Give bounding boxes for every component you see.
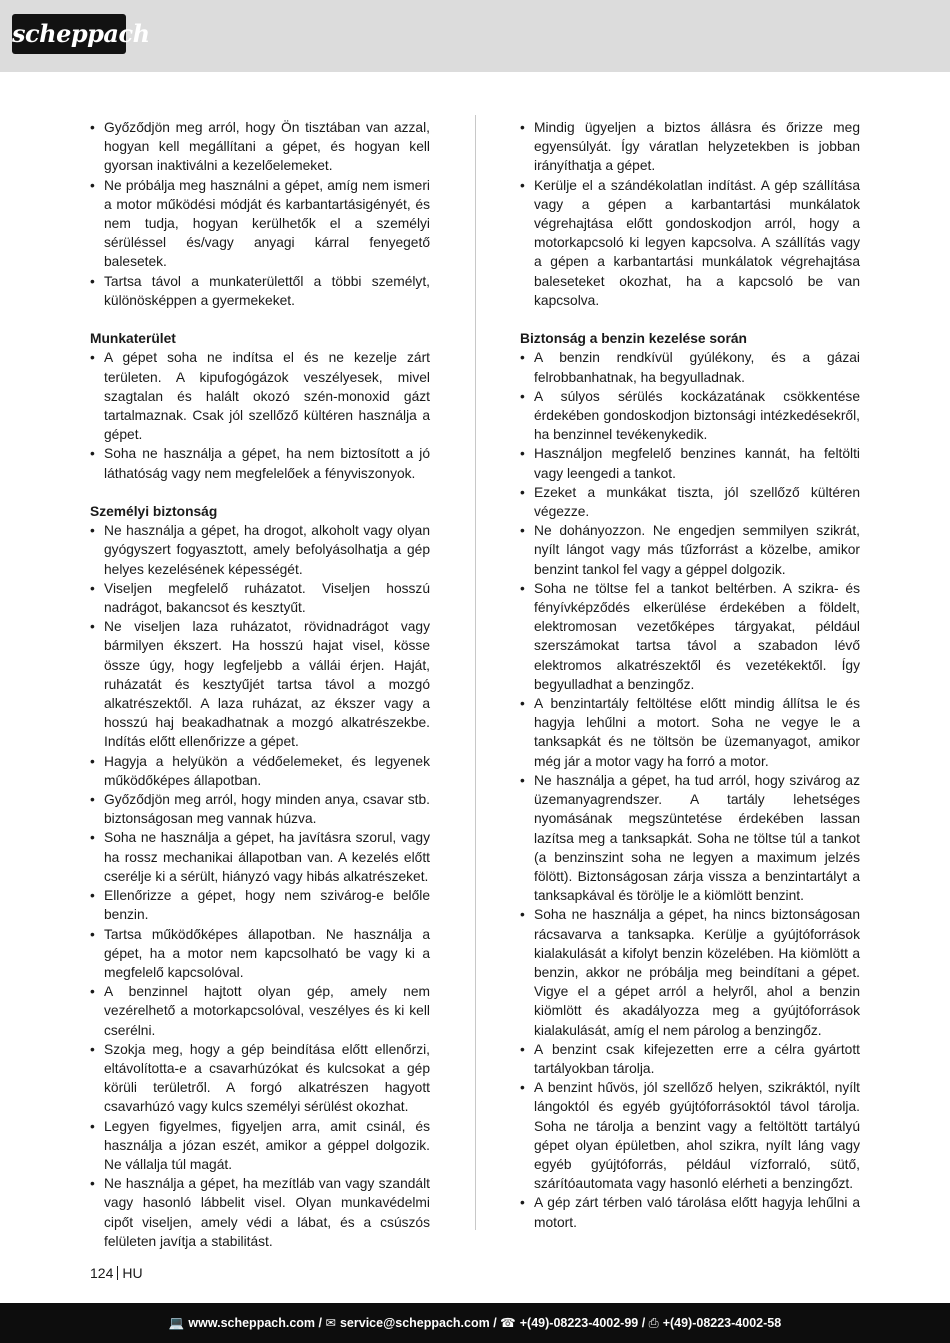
laptop-icon: 💻 (168, 1316, 185, 1330)
list-item: • Ne dohányozzon. Ne engedjen semmilyen szikrát, nyílt lángot vagy más tűzforrást a közelbe, amikor benzint tankol fel vagy a géppel dolgozik. (520, 521, 860, 579)
list-item: • Soha ne töltse fel a tankot beltérben. A szikra- és fényívképződés elkerülése érdekében a földelt, elektromosan vezetőképes tárgyakat, például szerszámokat tartsa távol a szabadon lévő elektromos alkatrészektől és vezetékektől. Így begyulladhat a benzingőz. (520, 579, 860, 694)
page-number (90, 1265, 143, 1281)
list-item: • Ne használja a gépet, ha tud arról, hogy szivárog az üzemanyagrendszer. A tartály lehetséges nyomásának megszüntetése érdekében lassan lazítsa meg a tanksapkát. Soha ne töltse túl a tankot (a benzinszint soha ne legyen a maximum jelzés fölött). Biztonságosan zárja vissza a benzintartályt a tanksapkával és törölje le a kiömlött benzint. (520, 771, 860, 905)
list-item: • Kerülje el a szándékolatlan indítást. A gép szállítása vagy a gépen a karbantartási munkálatok végrehajtása előtt gondoskodjon arról, hogy a motorkapcsoló ki legyen kapcsolva. A szállítás vagy a gépen a karbantartási munkálatok végrehajtása baleseteket okozhat, ha a kapcsoló be van kapcsolva. (520, 176, 860, 310)
list-item: • A benzinnel hajtott olyan gép, amely nem vezérelhető a motorkapcsolóval, veszélyes és ki kell cserélni. (90, 982, 430, 1040)
list-item: • Győződjön meg arról, hogy minden anya, csavar stb. biztonságosan meg vannak húzva. (90, 790, 430, 828)
list-item: • A súlyos sérülés kockázatának csökkentése érdekében gondoskodjon biztonsági intézkedésekről, ha benzinnel tevékenykedik. (520, 387, 860, 445)
list-item: • Használjon megfelelő benzines kannát, ha feltölti vagy leengedi a tankot. (520, 444, 860, 482)
left-column (90, 118, 430, 1251)
list-item: • Legyen figyelmes, figyeljen arra, amit csinál, és használja a józan eszét, amikor a géppel dolgozik. Ne vállalja túl magát. (90, 1117, 430, 1175)
scheppach-logo: scheppach (12, 14, 126, 54)
list-item: • Soha ne használja a gépet, ha nem biztosított a jó láthatóság vagy nem megfelelőek a fényviszonyok. (90, 444, 430, 482)
list-item: • Győződjön meg arról, hogy Ön tisztában van azzal, hogyan kell megállítani a gépet, és hogyan kell gyorsan inaktiválni a kezelőelemeket. (90, 118, 430, 176)
personal-safety-list (90, 521, 430, 1251)
intro-list-right (520, 118, 860, 310)
list-item: • A benzint hűvös, jól szellőző helyen, szikráktól, nyílt lángoktól és egyéb gyújtóforrásoktól távol tárolja. Soha ne tárolja a benzint vagy a feltöltött tartályú gépet olyan épületben, ahol szikra, nyílt láng vagy egyéb gyújtóforrás, például vízforraló, sütő, szárítóautomata vagy hasonló elérheti a benzingőzt. (520, 1078, 860, 1193)
contact-footer (0, 1303, 950, 1343)
list-item: • Viseljen megfelelő ruházatot. Viseljen hosszú nadrágot, bakancsot és kesztyűt. (90, 579, 430, 617)
list-item: • A gépet soha ne indítsa el és ne kezelje zárt területen. A kipufogógázok veszélyesek, mivel szagtalan és halált okozó szén-monoxid gázt tartalmaznak. Csak jól szellőző kültéren használja a gépet. (90, 348, 430, 444)
list-item: • Mindig ügyeljen a biztos állásra és őrizze meg egyensúlyát. Így váratlan helyzetekben is jobban irányíthatja a gépet. (520, 118, 860, 176)
list-item: • Soha ne használja a gépet, ha nincs biztonságosan rácsavarva a tanksapka. Kerülje a gyújtóforrások kialakulását a kifolyt benzin közelében. Ha kiömlött a benzin, akkor ne próbálja meg beindítani a gépet. Vigye el a gépet arról a helyről, ahol a benzin kiömlött és akadályozza meg a gyújtóforrások kialakulását, amíg el nem párolog a benzingőz. (520, 905, 860, 1039)
footer-fax: +(49)-08223-4002-58 (662, 1316, 782, 1330)
footer-phone: +(49)-08223-4002-99 / (519, 1316, 646, 1330)
section-title-work-area: Munkaterület (90, 331, 176, 347)
intro-list-left (90, 118, 430, 310)
page-language: HU (122, 1265, 143, 1281)
footer-website[interactable]: www.scheppach.com / (188, 1316, 322, 1330)
right-column (520, 118, 860, 1232)
page-header (0, 0, 950, 72)
list-item: • Szokja meg, hogy a gép beindítása előtt ellenőrzi, eltávolította-e a csavarhúzókat és kulcsokat a gép körüli területről. A forgó alkatrészen hagyott csavarhúzó vagy kulcs személyi sérülést okozhat. (90, 1040, 430, 1117)
email-icon: ✉ (325, 1316, 336, 1330)
list-item: • Ne próbálja meg használni a gépet, amíg nem ismeri a motor működési módját és karbantartásigényét, és nem tudja, hogyan kerülhetők el a személyi sérüléssel és/vagy anyagi kárral fenyegető balesetek. (90, 176, 430, 272)
page-number-value: 124 (90, 1265, 114, 1281)
list-item: • Tartsa távol a munkaterülettől a többi személyt, különösképpen a gyermekeket. (90, 272, 430, 310)
list-item: • Ezeket a munkákat tiszta, jól szellőző kültéren végezze. (520, 483, 860, 521)
work-area-list (90, 348, 430, 482)
list-item: • A benzintartály feltöltése előtt mindig állítsa le és hagyja lehűlni a motort. Soha ne vegye le a tanksapkát és ne töltsön be üzemanyagot, amikor még jár a motor vagy ha forró a motor. (520, 694, 860, 771)
page-number-separator (117, 1266, 118, 1280)
list-item: • A gép zárt térben való tárolása előtt hagyja lehűlni a motort. (520, 1193, 860, 1231)
list-item: • Ne használja a gépet, ha mezítláb van vagy szandált vagy hasonló lábbelit visel. Olyan munkavédelmi cipőt viseljen, amely védi a lábat, és a csúszós felületen javítja a stabilitást. (90, 1174, 430, 1251)
list-item: • A benzint csak kifejezetten erre a célra gyártott tartályokban tárolja. (520, 1040, 860, 1078)
column-divider (475, 115, 476, 1230)
list-item: • Ne használja a gépet, ha drogot, alkoholt vagy olyan gyógyszert fogyasztott, amely befolyásolhatja a gép helyes kezelésének képességét. (90, 521, 430, 579)
fuel-safety-list (520, 348, 860, 1231)
list-item: • Hagyja a helyükön a védőelemeket, és legyenek működőképes állapotban. (90, 752, 430, 790)
section-title-fuel-safety: Biztonság a benzin kezelése során (520, 331, 747, 347)
list-item: • Soha ne használja a gépet, ha javításra szorul, vagy ha rossz mechanikai állapotban van. A kezelés előtt cserélje ki a sérült, hiányzó vagy hibás alkatrészeket. (90, 828, 430, 886)
list-item: • Ellenőrizze a gépet, hogy nem szivárog-e belőle benzin. (90, 886, 430, 924)
list-item: • Ne viseljen laza ruházatot, rövidnadrágot vagy bármilyen ékszert. Ha hosszú hajat visel, kösse össze úgy, hogy legfeljebb a vállái érjen. Haját, ruházatát és kesztyűjét tartsa távol a mozgó alkatrészektől. A laza ruházat, az ékszer vagy a hosszú haj beakadhatnak a mozgó alkatrészekbe. Indítás előtt ellenőrizze a gépet. (90, 617, 430, 751)
footer-email[interactable]: service@scheppach.com / (339, 1316, 497, 1330)
section-title-personal-safety: Személyi biztonság (90, 504, 218, 520)
fax-icon: ⎙ (648, 1316, 659, 1330)
list-item: • Tartsa működőképes állapotban. Ne használja a gépet, ha a motor nem kapcsolható be vagy ki a megfelelő kapcsolóval. (90, 925, 430, 983)
phone-icon: ☎ (500, 1316, 516, 1330)
list-item: • A benzin rendkívül gyúlékony, és a gázai felrobbanhatnak, ha begyulladnak. (520, 348, 860, 386)
